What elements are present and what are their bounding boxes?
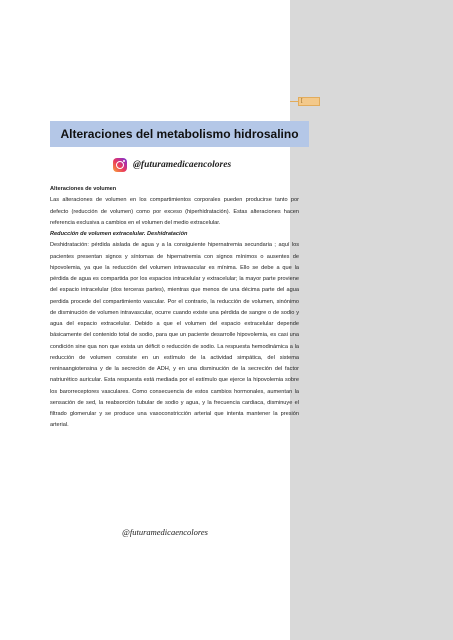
document-body: [50, 184, 299, 432]
title-banner: [50, 121, 309, 147]
comment-margin-panel: [290, 0, 453, 640]
social-handle: @futuramedicaencolores: [133, 160, 232, 170]
subheading: Reducción de volumen extracelular. Deshidratación: [50, 231, 188, 237]
page-title: Alteraciones del metabolismo hidrosalino: [60, 127, 299, 141]
comment-connector-line: [290, 101, 298, 102]
comment-marker[interactable]: [: [298, 97, 320, 106]
intro-paragraph: Las alteraciones de volumen en los compartimientos corporales pueden producirse tanto por defecto (reducción de volumen) como por exceso (hiperhidratación). Estas alteraciones hacen referencia exclusiva a cambios en el volumen del medio extracelular.: [50, 197, 299, 226]
section-heading: Alteraciones de volumen: [50, 186, 117, 192]
social-handle-row: [113, 156, 231, 174]
instagram-icon: [113, 158, 127, 172]
footer-handle: @futuramedicaencolores: [122, 527, 208, 537]
body-paragraph: Deshidratación: pérdida aislada de agua y a la consiguiente hipernatremia secundaria ; aquí los pacientes presentan signos y síntomas de hipernatremia con signos mínimos o ausentes de hipovolemia, ya que la reducción del volumen intravascular es mínima. Ello se debe a que la pérdida de agua es compartida por los espacios intracelular y extracelular; la mayor parte proviene del espacio intracelular (dos terceras partes), mientras que menos de una décima parte del agua perdida procede del compartimiento vascular. Por el contrario, la reducción de volumen, sinónimo de disminución de volumen intravascular, ocurre cuando existe una pérdida de sangre o de sodio y agua del espacio extracelular. Debido a que el volumen del espacio extracelular depende básicamente del contenido total de sodio, para que un paciente desarrolle hipovolemia, es casi una condición sine qua non que exista un déficit o reducción de sodio. La respuesta hemodinámica a la reducción de volumen consiste en un estímulo de la actividad simpática, del sistema reninaangiotensina y de la secreción de ADH, y en una disminución de la secreción del factor natriurético auricular. Esta respuesta está mediada por el estímulo que ejerce la hipovolemia sobre los barorreceptores vasculares. Como consecuencia de estos cambios hormonales, aumentan la sensación de sed, la reabsorción tubular de sodio y agua, y la frecuencia cardiaca, disminuye el filtrado glomerular y se produce una vasoconstricción arterial que intenta mantener la presión arterial.: [50, 242, 299, 429]
